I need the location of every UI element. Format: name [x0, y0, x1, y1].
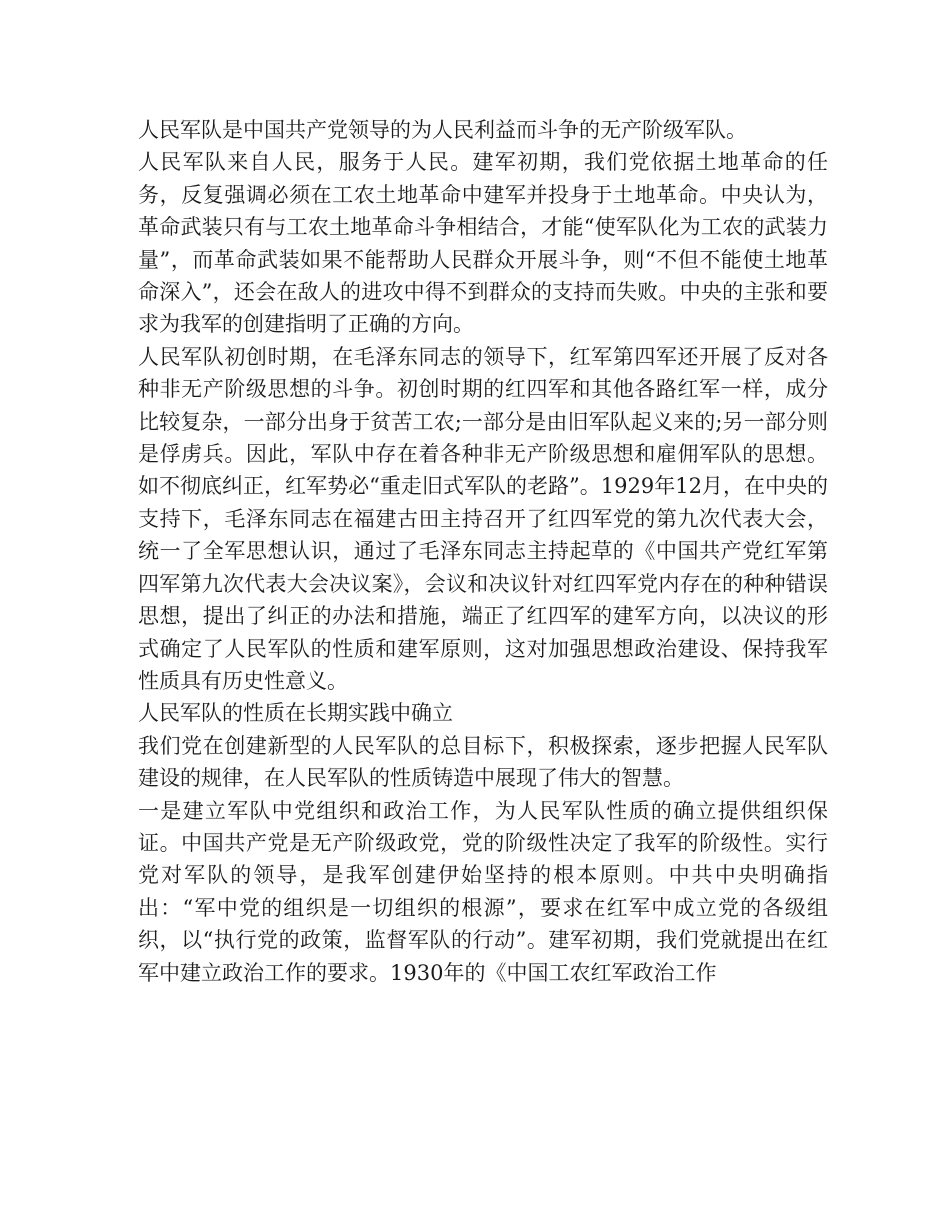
paragraph-intro: 人民军队是中国共产党领导的为人民利益而斗争的无产阶级军队。 — [138, 118, 747, 142]
paragraph-party-organization: 一是建立军队中党组织和政治工作，为人民军队性质的确立提供组织保证。中国共产党是无产阶级政党，党的阶级性决定了我军的阶级性。实行党对军队的领导，是我军创建伊始坚持的根本原则。中共中央明确指出：“军中党的组织是一切组织的根源”，要求在红军中成立党的各级组织，以“执行党的政策，监督军队的行动”。建军初期，我们党就提出在红军中建立政治工作的要求。1930年的《中国工农红军政治工作 — [138, 798, 828, 985]
paragraph-early-period: 人民军队初创时期，在毛泽东同志的领导下，红军第四军还开展了反对各种非无产阶级思想的斗争。初创时期的红四军和其他各路红军一样，成分比较复杂，一部分出身于贫苦工农;一部分是由旧军队起义来的;另一部分则是俘虏兵。因此，军队中存在着各种非无产阶级思想和雇佣军队的思想。如不彻底纠正，红军势必“重走旧式军队的老路”。1929年12月，在中央的支持下，毛泽东同志在福建古田主持召开了红四军党的第九次代表大会，统一了全军思想认识，通过了毛泽东同志主持起草的《中国共产党红军第四军第九次代表大会决议案》，会议和决议针对红四军党内存在的种种错误思想，提出了纠正的办法和措施，端正了红四军的建军方向，以决议的形式确定了人民军队的性质和建军原则，这对加强思想政治建设、保持我军性质具有历史性意义。 — [138, 344, 828, 693]
document-body — [138, 114, 828, 989]
section-heading: 人民军队的性质在长期实践中确立 — [138, 701, 453, 726]
paragraph-overall-goal: 我们党在创建新型的人民军队的总目标下，积极探索，逐步把握人民军队建设的规律，在人民军队的性质铸造中展现了伟大的智慧。 — [138, 733, 828, 791]
paragraph-from-the-people: 人民军队来自人民，服务于人民。建军初期，我们党依据土地革命的任务，反复强调必须在工农土地革命中建军并投身于土地革命。中央认为，革命武装只有与工农土地革命斗争相结合，才能“使军队化为工农的武装力量”，而革命武装如果不能帮助人民群众开展斗争，则“不但不能使土地革命深入”，还会在敌人的进攻中得不到群众的支持而失败。中央的主张和要求为我军的创建指明了正确的方向。 — [138, 150, 828, 337]
